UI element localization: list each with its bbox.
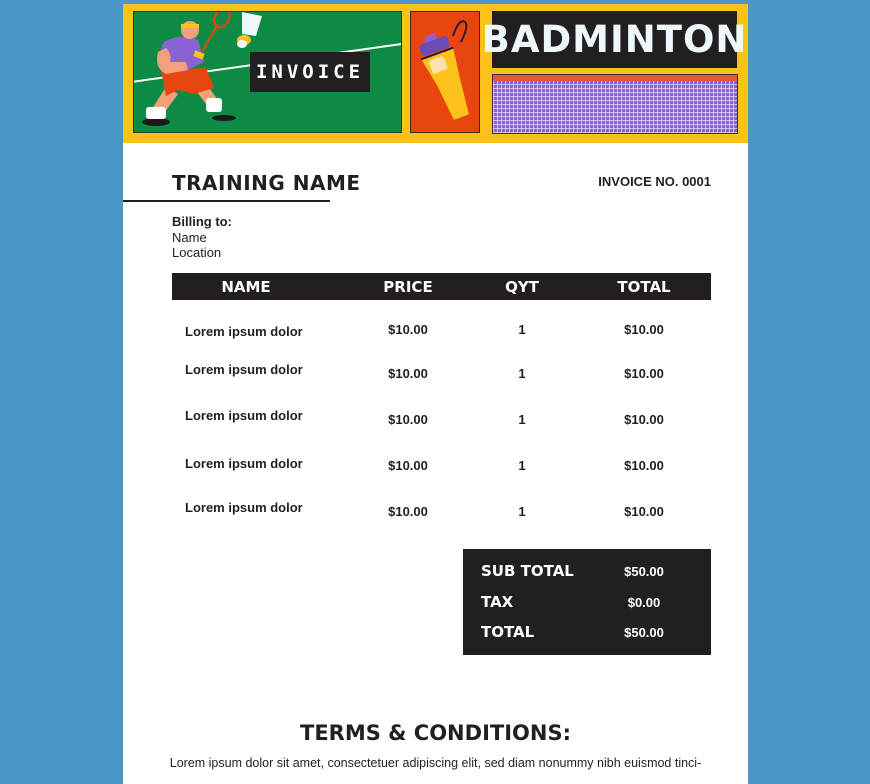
tax-row — [463, 593, 711, 615]
invoice-number: INVOICE NO. 0001 — [598, 174, 711, 189]
table-row — [172, 458, 711, 478]
header-price: PRICE — [383, 278, 433, 296]
subtotal-row — [463, 562, 711, 584]
training-name: TRAINING NAME — [172, 171, 361, 195]
item-price: $10.00 — [388, 458, 428, 473]
item-qty: 1 — [518, 322, 526, 337]
total-value: $50.00 — [624, 625, 664, 640]
subtotal-value: $50.00 — [624, 564, 664, 579]
item-name: Lorem ipsum dolor — [185, 324, 303, 339]
table-row — [172, 362, 711, 386]
item-name: Lorem ipsum dolor — [185, 500, 303, 515]
total-row — [463, 623, 711, 645]
table-header — [172, 273, 711, 300]
tax-label: TAX — [481, 593, 514, 611]
billing-name: Name — [172, 229, 207, 245]
billing-location: Location — [172, 245, 222, 260]
court-panel — [133, 11, 402, 133]
item-qty: 1 — [518, 504, 526, 519]
banner — [123, 4, 748, 143]
item-total: $10.00 — [624, 504, 664, 519]
item-qty: 1 — [518, 366, 526, 381]
item-total: $10.00 — [624, 322, 664, 337]
billing-block — [172, 214, 232, 261]
item-price: $10.00 — [388, 412, 428, 427]
tax-value: $0.00 — [627, 595, 661, 610]
table-row — [172, 408, 711, 432]
subtotal-label: SUB TOTAL — [481, 562, 574, 580]
item-total: $10.00 — [624, 366, 664, 381]
item-total: $10.00 — [624, 458, 664, 473]
item-price: $10.00 — [388, 504, 428, 519]
water-bottle-illustration — [411, 12, 479, 132]
item-name: Lorem ipsum dolor — [185, 362, 303, 377]
bottle-panel — [410, 11, 480, 133]
net-pattern — [492, 74, 738, 134]
table-row — [172, 500, 711, 524]
header-total: TOTAL — [617, 278, 671, 296]
total-label: TOTAL — [481, 623, 535, 641]
header-qty: QYT — [505, 278, 539, 296]
invoice-page — [123, 4, 748, 784]
item-qty: 1 — [518, 458, 526, 473]
terms-title: TERMS & CONDITIONS: — [300, 721, 571, 745]
invoice-tag: INVOICE — [250, 52, 370, 92]
shuttlecock-icon — [230, 11, 270, 50]
item-price: $10.00 — [388, 322, 428, 337]
divider — [123, 200, 330, 202]
item-qty: 1 — [518, 412, 526, 427]
table-row — [172, 322, 711, 342]
item-total: $10.00 — [624, 412, 664, 427]
billing-label: Billing to: — [172, 214, 232, 229]
header-name: NAME — [221, 278, 271, 296]
totals-box — [463, 549, 711, 655]
terms-body: Lorem ipsum dolor sit amet, consectetuer adipiscing elit, sed diam nonummy nibh euismod tinci- — [169, 756, 702, 770]
brand-title: BADMINTON — [492, 11, 737, 68]
item-name: Lorem ipsum dolor — [185, 456, 303, 471]
item-price: $10.00 — [388, 366, 428, 381]
item-name: Lorem ipsum dolor — [185, 408, 303, 423]
